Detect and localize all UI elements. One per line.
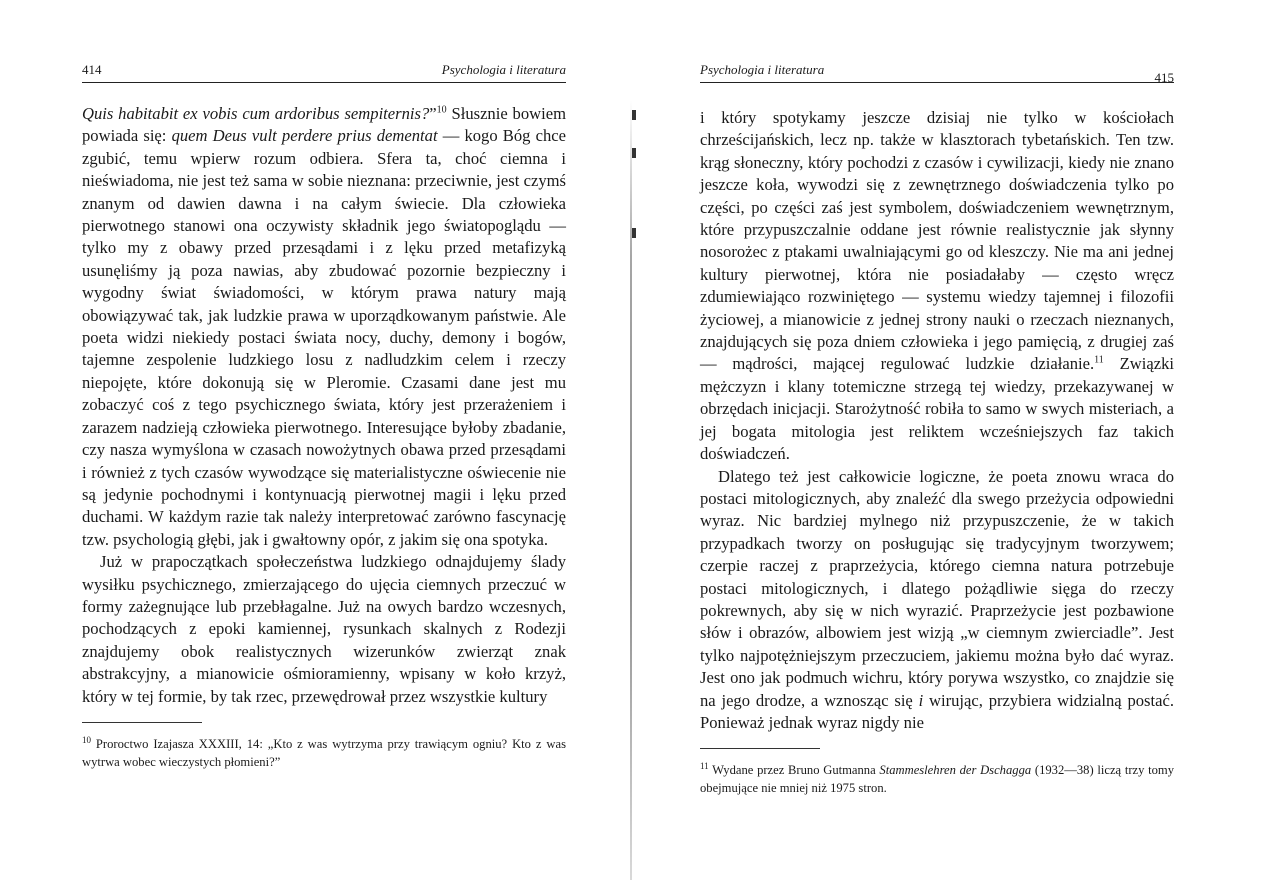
paragraph: Już w prapoczątkach społeczeństwa ludzkiego odnajdujemy ślady wysiłku psychicznego, zmierzającego do ujęcia ciemnych przeczuć w formy zażegnujące lub przebłagalne. Już na owych bardzo wczesnych, pochodzących z epoki kamiennej, rysunkach skalnych z Rodezji znajdujemy obok realistycznych wizerunków zwierząt znak abstrakcyjny, a mianowicie ośmioramienny, wpisany w koło krzyż, który w tej formie, by tak rzec, przewędrował przez wszystkie kultury	[82, 552, 566, 706]
left-page	[82, 58, 566, 771]
paragraph	[700, 107, 1174, 466]
running-title: Psychologia i literatura	[700, 62, 825, 77]
right-page-body	[700, 107, 1174, 734]
left-page-body	[82, 103, 566, 708]
footnote-divider	[700, 748, 820, 749]
gutter-speck	[632, 110, 636, 120]
paragraph-text: — kogo Bóg chce zgubić, temu wpierw rozum odbiera. Sfera ta, choć ciemna i nieświadoma, nie jest też sama w sobie nieznana: przeciwnie, jest czymś znanym od dawien dawna i na całym świecie. Dla człowieka pierwotnego stanowi ona oczywisty składnik jego światopoglądu — tylko my z obawy przed przesądami i z lęku przed metafizyką usunęliśmy ją poza nawias, aby zbudować pozornie bezpieczny i wygodny świat świadomości, w którym prawa natury mają obowiązywać tak, jak ludzkie prawa w uporządkowanym państwie. Ale poeta widzi niekiedy postaci świata nocy, duchy, demony i bogów, tajemne zespolenie ludzkiego losu z nadludzkim celem i rzeczy niepojęte, które dokonują się w Pleromie. Czasami dane jest mu zobaczyć coś z tego psychicznego świata, który jest przerażeniem i zarazem nadzieją człowieka pierwotnego. Interesujące byłoby zbadanie, czy nasza wymyślona w czasach nowożytnych obawa przed przesądami i również z tych czasów wywodzące się materialistyczne oświecenie nie są jedynie pochodnymi i kontynuacją pierwotnej magii i lęku przed duchami. W każdym razie tak należy interpretować zarówno fascynację tzw. psychologią głębi, jak i gwałtowny opór, z jakim się ona spotyka.	[82, 126, 566, 549]
gutter-speck	[632, 228, 636, 238]
right-page-header	[700, 58, 1174, 83]
latin-phrase: quem Deus vult perdere prius dementat	[171, 126, 438, 146]
footnote-reference: 10	[436, 104, 447, 116]
paragraph-text: Związki mężczyzn i klany totemiczne strzegą tej wiedzy, przekazywanej w obrzędach inicjacji. Starożytność robiła to samo w swych misteriach, a jej bogata mitologia jest reliktem wcześniejszych faz takich doświadczeń.	[700, 354, 1174, 464]
footnote-title: Stammeslehren der Dschagga	[879, 763, 1032, 778]
latin-quote: Quis habitabit ex vobis cum ardoribus sempiternis?	[82, 104, 430, 123]
paragraph-text: Słusznie bowiem powiada się:	[82, 104, 566, 146]
footnote	[82, 735, 566, 771]
paragraph-text: wirując, przybiera widzialną postać. Ponieważ jednak wyraz nigdy nie	[700, 690, 1174, 732]
footnote-reference: 11	[1094, 354, 1104, 366]
footnote-text: Wydane przez Bruno Gutmanna	[708, 763, 880, 778]
paragraph-text: Dlatego też jest całkowicie logiczne, że poeta znowu wraca do postaci mitologicznych, aby znaleźć dla swego przeżycia odpowiedni wyraz. Nic bardziej mylnego niż przypuszczenie, że w takich przypadkach tworzy on posługując się tradycyjnym tworzywem; czerpie raczej z praprzeżycia, którego ciemna natura potrzebuje postaci mitologicznych, i dlatego pożądliwie sięga do rzeczy pokrewnych, aby się w nich wyrazić. Praprzeżycie jest pozbawione słów i obrazów, albowiem jest wizją „w ciemnym zwierciadle”. Jest tylko najpotężniejszym przeczuciem, jakiemu można było dać wyraz. Jest ono jak podmuch wichru, który porywa wszystko, co znajdzie się na jego drodze, a wznosząc się	[700, 466, 1174, 710]
paragraph-text: i który spotykamy jeszcze dzisiaj nie tylko w kościołach chrześcijańskich, lecz np. także w klasztorach tybetańskich. Ten tzw. krąg słoneczny, który pochodzi z czasów i cywilizacji, kiedy nie znano jeszcze koła, wywodzi się z zewnętrznego doświadczenia tylko po części, po części zaś jest symbolem, doświadczeniem wewnętrznym, które przypuszczalnie oddane jest równie realistycznie jak słynny nosorożec z ptakami uwalniającymi go od kleszczy. Nie ma ani jednej kultury pierwotnej, która nie posiadałaby — często wręcz zdumiewiająco rozwiniętego — systemu wiedzy tajemnej i filozofii życiowej, a mianowicie z jednej strony nauki o rzeczach nieznanych, znajdujących się poza dniem człowieka i jego pamięcią, z drugiej zaś — mądrości, mającej regulować ludzkie działanie.	[700, 108, 1174, 374]
footnote-text: (1932—38) liczą trzy tomy obejmujące nie mniej niż 1975 stron.	[700, 763, 1175, 796]
italic-word: i	[918, 690, 924, 710]
quote-close: ”	[429, 104, 437, 123]
page-number: 415	[1154, 70, 1174, 85]
paragraph	[82, 103, 566, 551]
footnote	[700, 761, 1174, 797]
right-page	[700, 58, 1174, 797]
running-title: Psychologia i literatura	[441, 62, 566, 77]
page-number: 414	[82, 62, 102, 77]
book-gutter	[630, 100, 632, 880]
footnote-number: 10	[82, 734, 91, 745]
footnote-number: 11	[700, 761, 709, 772]
paragraph	[700, 466, 1174, 735]
footnote-divider	[82, 722, 202, 723]
footnote-text: Proroctwo Izajasza XXXIII, 14: „Kto z was wytrzyma przy trawiącym ogniu? Kto z was wytrwa wobec wieczystych płomieni?”	[82, 736, 566, 769]
gutter-speck	[632, 148, 636, 158]
left-page-header	[82, 58, 566, 83]
